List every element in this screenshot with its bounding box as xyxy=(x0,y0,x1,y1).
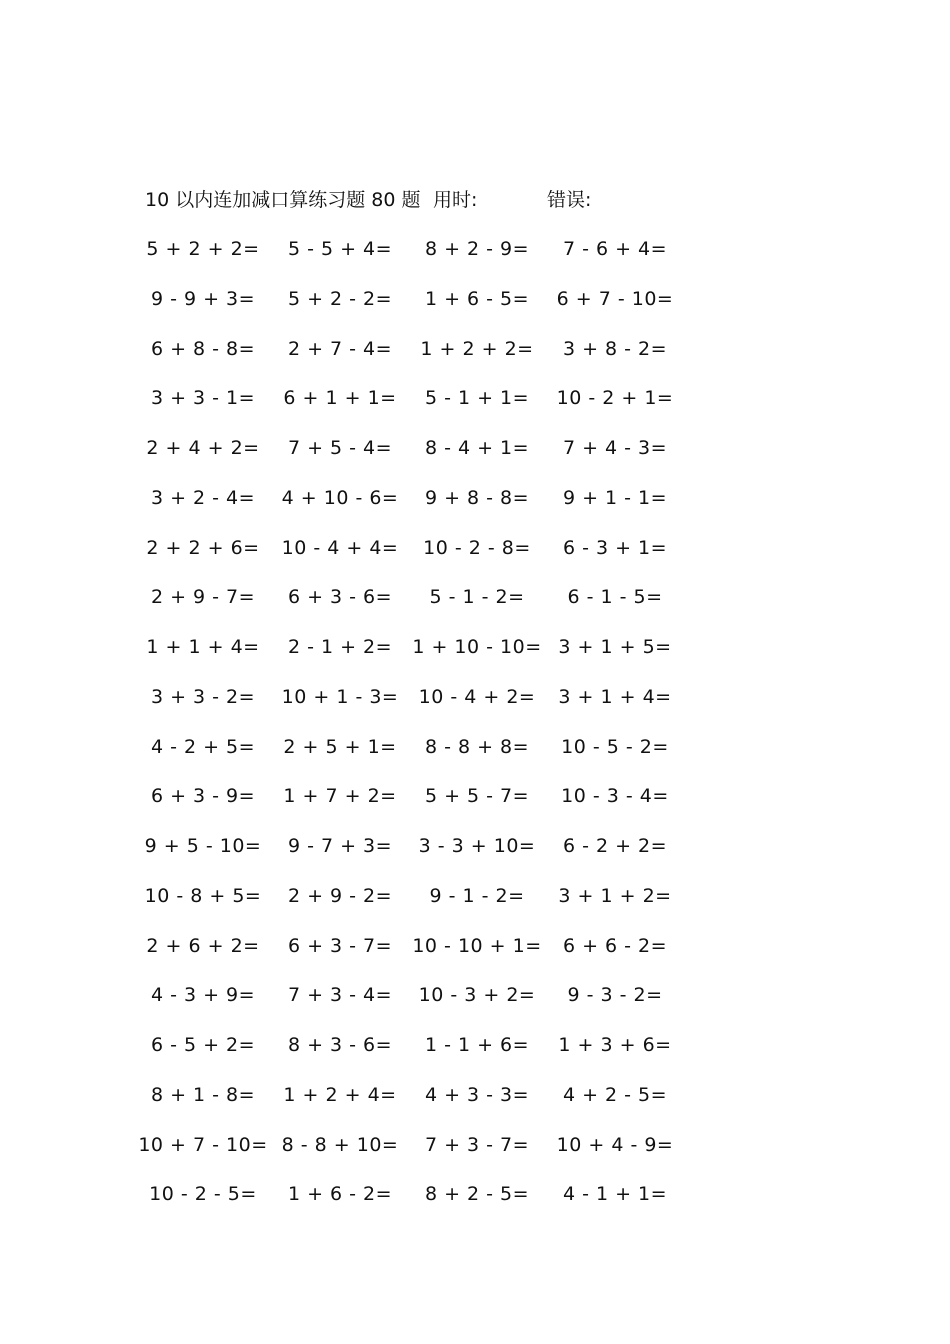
problem-item: 3 - 3 + 10= xyxy=(418,835,536,857)
problem-item: 3 + 2 - 4= xyxy=(150,486,256,509)
problem-item: 9 - 9 + 3= xyxy=(150,287,256,310)
problem-item: 7 + 3 - 4= xyxy=(287,984,393,1007)
problem-item: 3 + 3 - 2= xyxy=(150,685,256,708)
problem-item: 7 - 6 + 4= xyxy=(562,238,668,260)
problem-row xyxy=(0,733,950,783)
problem-item: 5 - 1 - 2= xyxy=(429,586,525,609)
problem-item: 8 - 4 + 1= xyxy=(424,437,530,459)
problem-item: 1 + 7 + 2= xyxy=(283,785,397,808)
worksheet-header xyxy=(0,186,950,214)
problem-item: 7 + 5 - 4= xyxy=(287,437,393,459)
problem-item: 2 + 9 - 2= xyxy=(287,884,393,907)
problem-item: 1 + 1 + 4= xyxy=(146,636,260,658)
problem-row xyxy=(0,1081,950,1131)
problem-item: 10 - 2 + 1= xyxy=(556,387,674,410)
problem-item: 1 + 2 + 2= xyxy=(420,337,534,360)
problem-item: 1 + 6 - 2= xyxy=(287,1183,393,1206)
problem-item: 6 + 1 + 1= xyxy=(283,387,397,410)
problem-row xyxy=(0,1180,950,1230)
problem-item: 8 + 2 - 5= xyxy=(424,1183,530,1206)
problem-row xyxy=(0,434,950,484)
problem-row xyxy=(0,832,950,882)
problem-item: 8 + 1 - 8= xyxy=(150,1083,256,1106)
problem-item: 4 + 3 - 3= xyxy=(424,1083,530,1106)
problem-row xyxy=(0,1131,950,1181)
problem-item: 6 - 5 + 2= xyxy=(150,1034,256,1056)
problem-row xyxy=(0,285,950,335)
problem-item: 1 + 6 - 5= xyxy=(424,287,530,310)
problem-item: 4 + 10 - 6= xyxy=(281,486,399,509)
problem-item: 1 - 1 + 6= xyxy=(424,1034,530,1056)
problem-item: 10 - 4 + 2= xyxy=(418,685,536,708)
problem-item: 8 - 8 + 8= xyxy=(424,735,530,758)
problem-item: 6 + 3 - 6= xyxy=(287,586,393,609)
problem-item: 6 + 3 - 7= xyxy=(287,934,393,957)
problem-item: 2 + 5 + 1= xyxy=(283,735,397,758)
problem-row xyxy=(0,782,950,832)
problem-row xyxy=(0,335,950,385)
problem-item: 3 + 8 - 2= xyxy=(562,337,668,360)
problem-row xyxy=(0,484,950,534)
problem-item: 9 - 7 + 3= xyxy=(287,835,393,857)
problem-item: 3 + 1 + 5= xyxy=(558,636,672,658)
problem-item: 5 + 5 - 7= xyxy=(424,785,530,808)
problem-item: 1 + 3 + 6= xyxy=(558,1034,672,1056)
problem-item: 6 - 3 + 1= xyxy=(562,536,668,559)
problem-item: 3 + 1 + 2= xyxy=(558,884,672,907)
problem-item: 4 - 2 + 5= xyxy=(150,735,256,758)
problem-item: 5 - 1 + 1= xyxy=(424,387,530,410)
problem-item: 6 - 1 - 5= xyxy=(567,586,663,609)
problem-item: 2 - 1 + 2= xyxy=(287,636,393,658)
problem-item: 10 - 8 + 5= xyxy=(144,884,262,907)
problem-item: 9 + 8 - 8= xyxy=(424,486,530,509)
problem-item: 7 + 3 - 7= xyxy=(424,1133,530,1156)
problem-item: 6 + 8 - 8= xyxy=(150,337,256,360)
problem-item: 6 + 7 - 10= xyxy=(556,287,674,310)
problem-row xyxy=(0,633,950,683)
problem-item: 5 - 5 + 4= xyxy=(287,238,393,260)
problem-item: 10 + 1 - 3= xyxy=(281,685,399,708)
problem-item: 10 + 4 - 9= xyxy=(556,1133,674,1156)
problem-row xyxy=(0,882,950,932)
problem-row xyxy=(0,583,950,633)
problem-item: 10 - 4 + 4= xyxy=(281,536,399,559)
problem-item: 3 + 1 + 4= xyxy=(558,685,672,708)
problem-item: 2 + 4 + 2= xyxy=(146,437,260,459)
problem-item: 2 + 7 - 4= xyxy=(287,337,393,360)
time-used-label: 用时: xyxy=(433,189,478,211)
problem-item: 8 + 2 - 9= xyxy=(424,238,530,260)
problem-item: 1 + 2 + 4= xyxy=(283,1083,397,1106)
problem-item: 6 - 2 + 2= xyxy=(562,835,668,857)
problem-row xyxy=(0,235,950,285)
problem-item: 8 + 3 - 6= xyxy=(287,1034,393,1056)
problem-item: 10 - 5 - 2= xyxy=(561,735,669,758)
problem-item: 10 + 7 - 10= xyxy=(138,1133,268,1156)
problem-row xyxy=(0,384,950,434)
problem-grid xyxy=(0,235,950,1230)
errors-label: 错误: xyxy=(547,189,592,211)
problem-item: 10 - 2 - 5= xyxy=(149,1183,257,1206)
problem-item: 2 + 9 - 7= xyxy=(150,586,256,609)
problem-item: 6 + 6 - 2= xyxy=(562,934,668,957)
problem-item: 4 + 2 - 5= xyxy=(562,1083,668,1106)
problem-item: 6 + 3 - 9= xyxy=(150,785,256,808)
problem-item: 8 - 8 + 10= xyxy=(281,1133,399,1156)
problem-item: 4 - 1 + 1= xyxy=(562,1183,668,1206)
problem-item: 2 + 2 + 6= xyxy=(146,536,260,559)
problem-item: 7 + 4 - 3= xyxy=(562,437,668,459)
problem-item: 5 + 2 - 2= xyxy=(287,287,393,310)
problem-item: 9 + 5 - 10= xyxy=(144,835,262,857)
worksheet-title: 10 以内连加减口算练习题 80 题 xyxy=(145,189,421,211)
problem-item: 3 + 3 - 1= xyxy=(150,387,256,410)
problem-item: 10 - 3 + 2= xyxy=(418,984,536,1007)
problem-row xyxy=(0,981,950,1031)
problem-item: 9 - 3 - 2= xyxy=(567,984,663,1007)
problem-item: 9 + 1 - 1= xyxy=(562,486,668,509)
problem-item: 10 - 3 - 4= xyxy=(561,785,669,808)
problem-item: 5 + 2 + 2= xyxy=(146,238,260,260)
problem-item: 4 - 3 + 9= xyxy=(150,984,256,1007)
problem-row xyxy=(0,534,950,584)
problem-row xyxy=(0,932,950,982)
problem-item: 10 - 2 - 8= xyxy=(423,536,531,559)
problem-item: 1 + 10 - 10= xyxy=(412,636,542,658)
problem-item: 9 - 1 - 2= xyxy=(429,884,525,907)
problem-item: 10 - 10 + 1= xyxy=(412,934,542,957)
problem-row xyxy=(0,1031,950,1081)
problem-item: 2 + 6 + 2= xyxy=(146,934,260,957)
problem-row xyxy=(0,683,950,733)
